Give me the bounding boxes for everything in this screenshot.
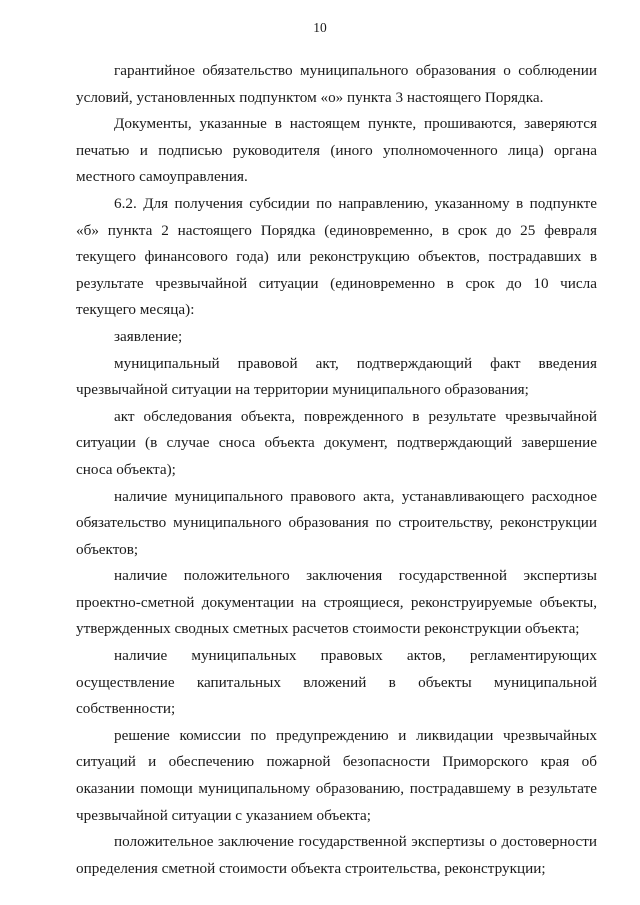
list-item-cost-expertise: положительное заключение государственной экспертизы о достоверности определения сметной стоимости объекта строительства, реконструкции; — [76, 833, 597, 877]
list-item-capital-investment-acts: наличие муниципальных правовых актов, регламентирующих осуществление капитальных вложений в объекты муниципальной собственности; — [76, 647, 597, 718]
list-item-expertise-conclusion: наличие положительного заключения государственной экспертизы проектно-сметной документации на строящиеся, реконструируемые объекты, утвержденных сводных сметных расчетов стоимости реконструкции объекта; — [76, 567, 597, 638]
list-item-commission-decision: решение комиссии по предупреждению и ликвидации чрезвычайных ситуаций и обеспечению пожарной безопасности Приморского края об оказании помощи муниципальному образованию, пострадавшему в результате чрезвычайной ситуации с указанием объекта; — [76, 726, 597, 824]
paragraph-guarantee-obligation: гарантийное обязательство муниципального образования о соблюдении условий, установленных подпунктом «о» пункта 3 настоящего Порядка. — [76, 62, 597, 106]
list-item-inspection-act: акт обследования объекта, поврежденного в результате чрезвычайной ситуации (в случае сноса объекта документ, подтверждающий завершение сноса объекта); — [76, 407, 597, 478]
list-item-expenditure-act: наличие муниципального правового акта, устанавливающего расходное обязательство муниципального образования по строительству, реконструкции объектов; — [76, 487, 597, 558]
document-body — [76, 58, 597, 882]
list-item-application: заявление; — [114, 327, 183, 345]
list-item-emergency-act: муниципальный правовой акт, подтверждающий факт введения чрезвычайной ситуации на территории муниципального образования; — [76, 354, 597, 399]
page-number: 10 — [313, 20, 327, 35]
paragraph-section-6-2: 6.2. Для получения субсидии по направлению, указанному в подпункте «б» пункта 2 настоящего Порядка (единовременно, в срок до 25 февраля текущего финансового года) или реконструкцию объектов, пострадавших в результате чрезвычайной ситуации (единовременно в срок до 10 числа текущего месяца): — [76, 194, 597, 319]
paragraph-documents-certification: Документы, указанные в настоящем пункте, прошиваются, заверяются печатью и подписью руководителя (иного уполномоченного лица) органа местного самоуправления. — [76, 115, 597, 186]
